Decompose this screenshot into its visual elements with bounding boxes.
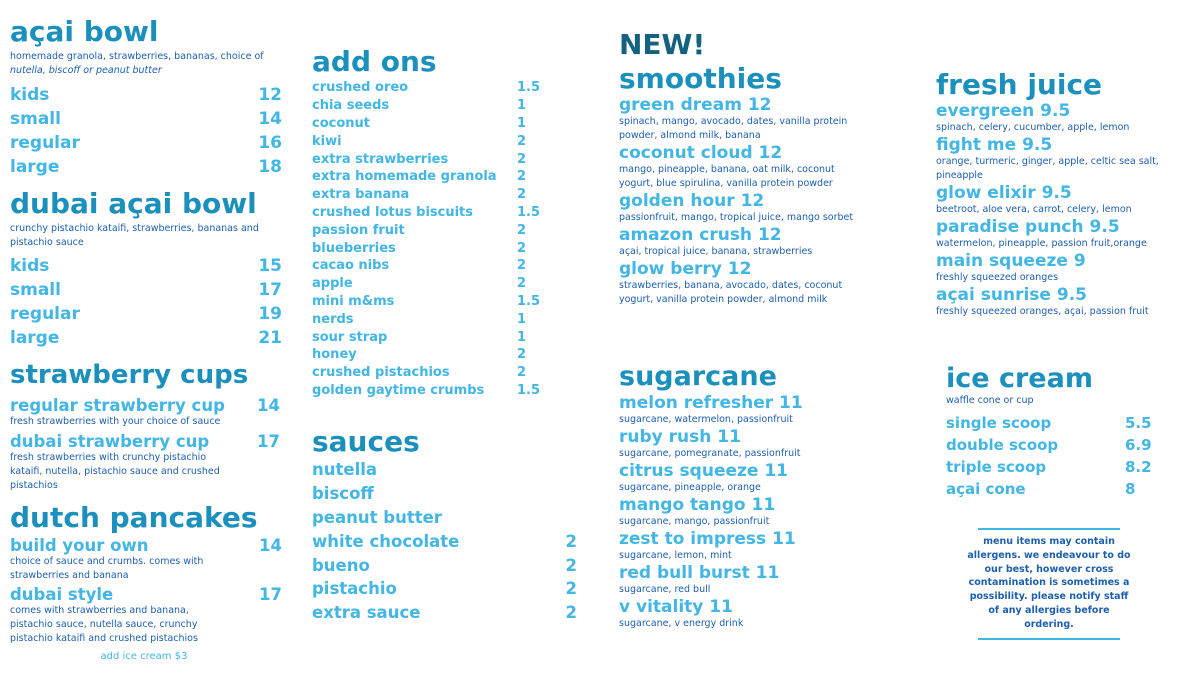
ice-cream-row (946, 478, 1151, 500)
drink-name: coconut cloud 12 (619, 143, 783, 163)
divider (978, 528, 1120, 530)
section-fresh-juice (936, 68, 1176, 320)
drink-description: mango, pineapple, banana, oat milk, coconut yogurt, blue spirulina, vanilla protein powder (619, 164, 835, 189)
add-on-price: 1 (517, 115, 527, 131)
ice-cream-price: 5.5 (1125, 414, 1152, 432)
add-on-row (312, 310, 537, 328)
add-on-price: 2 (517, 365, 527, 381)
add-on-row (312, 364, 537, 382)
section-add-ons (312, 45, 541, 399)
add-on-name: kiwi (312, 133, 342, 149)
sauce-price: 2 (565, 531, 577, 551)
ice-cream-price: 6.9 (1125, 436, 1152, 454)
ice-cream-name: triple scoop (946, 458, 1047, 476)
ice-cream-row (946, 412, 1151, 434)
section-description: crunchy pistachio kataifi, strawberries, bananas and pistachio sauce (10, 223, 259, 248)
add-on-row (312, 346, 537, 364)
section-sugarcane (619, 360, 909, 632)
add-on-price: 1.5 (517, 382, 541, 398)
sauce-name: nutella (312, 460, 378, 480)
add-ons-list (312, 79, 541, 399)
drink-description: sugarcane, v energy drink (619, 618, 744, 629)
section-title: dubai açai bowl (10, 187, 257, 220)
size-row: large 18 (10, 157, 282, 177)
add-on-price: 2 (517, 240, 527, 256)
drink-description: sugarcane, red bull (619, 584, 711, 595)
add-ice-cream-note: add ice cream $3 (100, 651, 188, 662)
fresh-juice-list (936, 102, 1176, 319)
sugarcane-list (619, 394, 909, 631)
drink-name: amazon crush 12 (619, 225, 782, 245)
section-smoothies (619, 28, 909, 308)
size-row: small 14 (10, 109, 282, 129)
drink-name: v vitality 11 (619, 597, 733, 617)
sauce-name: biscoff (312, 484, 374, 504)
sauce-row (312, 482, 577, 506)
add-on-name: apple (312, 276, 353, 292)
add-on-name: cacao nibs (312, 258, 390, 274)
add-on-name: honey (312, 347, 357, 363)
add-on-row (312, 186, 537, 204)
drink-name: açai sunrise 9.5 (936, 285, 1087, 305)
section-title: add ons (312, 45, 437, 78)
menu-item: build your own 14 (10, 536, 282, 555)
add-on-price: 2 (517, 258, 527, 274)
section-title: strawberry cups (10, 360, 249, 390)
add-on-price: 2 (517, 133, 527, 149)
add-on-row (312, 79, 541, 97)
sauce-price: 2 (565, 555, 577, 575)
size-row: small 17 (10, 280, 282, 300)
section-ice-cream (946, 364, 1151, 500)
section-title: açai bowl (10, 15, 159, 48)
section-title: ice cream (946, 363, 1093, 394)
sauce-price: 2 (565, 579, 577, 599)
drink-name: evergreen 9.5 (936, 101, 1071, 121)
add-on-name: coconut (312, 115, 370, 131)
add-on-name: crushed oreo (312, 80, 409, 96)
drink-description: sugarcane, watermelon, passionfruit (619, 414, 793, 425)
add-on-row (312, 132, 537, 150)
section-title: sauces (312, 425, 420, 458)
size-row: kids 15 (10, 256, 282, 276)
sauces-list (312, 458, 577, 625)
drink-description: passionfruit, mango, tropical juice, mango sorbet (619, 212, 854, 223)
add-on-price: 2 (517, 347, 527, 363)
sauce-row (312, 553, 577, 577)
section-acai-bowl (10, 14, 282, 179)
sauce-name: white chocolate (312, 531, 460, 551)
drink-description: spinach, mango, avocado, dates, vanilla protein powder, almond milk, banana (619, 116, 848, 141)
add-on-row (312, 293, 541, 311)
section-dubai-acai-bowl (10, 186, 282, 350)
sauce-row (312, 601, 577, 625)
drink-description: orange, turmeric, ginger, apple, celtic sea salt, pineapple (936, 156, 1159, 181)
drink-name: ruby rush 11 (619, 427, 741, 447)
add-on-price: 1 (517, 329, 527, 345)
drink-description: sugarcane, pineapple, orange (619, 482, 761, 493)
drink-description: freshly squeezed oranges (936, 272, 1059, 283)
add-on-row (312, 328, 537, 346)
size-row: large 21 (10, 328, 282, 348)
menu-item: dubai style 17 (10, 585, 282, 604)
add-on-price: 1.5 (517, 204, 541, 220)
add-on-name: extra banana (312, 187, 410, 203)
add-on-price: 2 (517, 222, 527, 238)
item-description: choice of sauce and crumbs. comes with strawberries and banana (10, 556, 204, 581)
section-title: fresh juice (936, 68, 1103, 101)
ice-cream-name: açai cone (946, 480, 1026, 498)
add-on-name: golden gaytime crumbs (312, 382, 485, 398)
ice-cream-list (946, 412, 1151, 500)
drink-description: sugarcane, lemon, mint (619, 550, 732, 561)
drink-name: glow elixir 9.5 (936, 183, 1072, 203)
drink-name: zest to impress 11 (619, 529, 796, 549)
ice-cream-name: single scoop (946, 414, 1052, 432)
add-on-price: 1 (517, 98, 527, 114)
add-on-price: 2 (517, 169, 527, 185)
add-on-name: crushed pistachios (312, 365, 450, 381)
drink-description: beetroot, aloe vera, carrot, celery, lemon (936, 204, 1132, 215)
add-on-name: extra strawberries (312, 151, 449, 167)
add-on-row (312, 221, 537, 239)
ice-cream-row (946, 434, 1151, 456)
drink-name: melon refresher 11 (619, 393, 803, 413)
item-description: comes with strawberries and banana, pistachio sauce, nutella sauce, crunchy pistachio kataifi and crushed pistachios (10, 605, 198, 644)
section-subtitle: waffle cone or cup (946, 395, 1034, 406)
ice-cream-price: 8 (1125, 480, 1136, 498)
add-on-row (312, 168, 537, 186)
drink-name: golden hour 12 (619, 191, 765, 211)
add-on-price: 1.5 (517, 80, 541, 96)
add-on-name: chia seeds (312, 98, 390, 114)
drink-description: spinach, celery, cucumber, apple, lemon (936, 122, 1130, 133)
item-description: fresh strawberries with crunchy pistachio kataifi, nutella, pistachio sauce and crushed pistachios (10, 452, 220, 491)
smoothies-list (619, 96, 909, 307)
add-on-row (312, 239, 537, 257)
drink-name: mango tango 11 (619, 495, 776, 515)
drink-name: glow berry 12 (619, 259, 752, 279)
section-title: sugarcane (619, 361, 777, 392)
section-title: smoothies (619, 62, 782, 95)
drink-description: freshly squeezed oranges, açai, passion fruit (936, 306, 1149, 317)
add-on-row (312, 257, 537, 275)
add-on-row (312, 115, 537, 133)
menu-item: regular strawberry cup 14 (10, 396, 280, 415)
add-on-name: nerds (312, 311, 354, 327)
add-on-row (312, 382, 541, 400)
add-on-name: sour strap (312, 329, 388, 345)
size-row: regular 16 (10, 133, 282, 153)
section-description: homemade granola, strawberries, bananas, choice of nutella, biscoff or peanut butter (10, 51, 264, 76)
drink-description: strawberries, banana, avocado, dates, coconut yogurt, vanilla protein powder, almond milk (619, 280, 843, 305)
drink-description: watermelon, pineapple, passion fruit,orange (936, 238, 1147, 249)
add-on-row (312, 150, 537, 168)
sauce-row (312, 577, 577, 601)
section-strawberry-cups (10, 358, 280, 493)
add-on-price: 1 (517, 311, 527, 327)
size-row: regular 19 (10, 304, 282, 324)
drink-name: fight me 9.5 (936, 135, 1053, 155)
add-on-name: extra homemade granola (312, 169, 497, 185)
add-on-price: 1.5 (517, 293, 541, 309)
sauce-name: pistachio (312, 579, 397, 599)
add-on-price: 2 (517, 187, 527, 203)
divider (978, 638, 1120, 640)
new-label: NEW! (619, 28, 706, 61)
sauce-price: 2 (565, 603, 577, 623)
size-row: kids 12 (10, 85, 282, 105)
drink-name: main squeeze 9 (936, 251, 1086, 271)
add-on-name: crushed lotus biscuits (312, 204, 474, 220)
drink-description: sugarcane, pomegranate, passionfruit (619, 448, 801, 459)
section-sauces (312, 426, 577, 625)
menu-item: dubai strawberry cup 17 (10, 432, 280, 451)
add-on-price: 2 (517, 151, 527, 167)
sauce-name: bueno (312, 555, 370, 575)
add-on-row (312, 97, 537, 115)
add-on-name: blueberries (312, 240, 396, 256)
add-on-row (312, 204, 541, 222)
section-title: dutch pancakes (10, 501, 258, 534)
ice-cream-row (946, 456, 1151, 478)
allergen-notice (965, 528, 1133, 640)
drink-name: citrus squeeze 11 (619, 461, 789, 481)
add-on-price: 2 (517, 276, 527, 292)
sauce-row (312, 458, 577, 482)
sauce-row (312, 529, 577, 553)
allergen-text: menu items may contain allergens. we endeavour to do our best, however cross contamination is sometimes a possibility. please notify staff of any allergies before ordering. (967, 536, 1131, 630)
section-dutch-pancakes (10, 500, 282, 662)
ice-cream-name: double scoop (946, 436, 1059, 454)
sauce-name: extra sauce (312, 603, 421, 623)
drink-description: açai, tropical juice, banana, strawberries (619, 246, 813, 257)
drink-description: sugarcane, mango, passionfruit (619, 516, 770, 527)
drink-name: red bull burst 11 (619, 563, 780, 583)
add-on-name: passion fruit (312, 222, 405, 238)
drink-name: paradise punch 9.5 (936, 217, 1120, 237)
drink-name: green dream 12 (619, 95, 772, 115)
add-on-row (312, 275, 537, 293)
ice-cream-price: 8.2 (1125, 458, 1152, 476)
item-description: fresh strawberries with your choice of sauce (10, 416, 221, 427)
sauce-name: peanut butter (312, 507, 442, 527)
add-on-name: mini m&ms (312, 293, 395, 309)
sauce-row (312, 506, 577, 530)
